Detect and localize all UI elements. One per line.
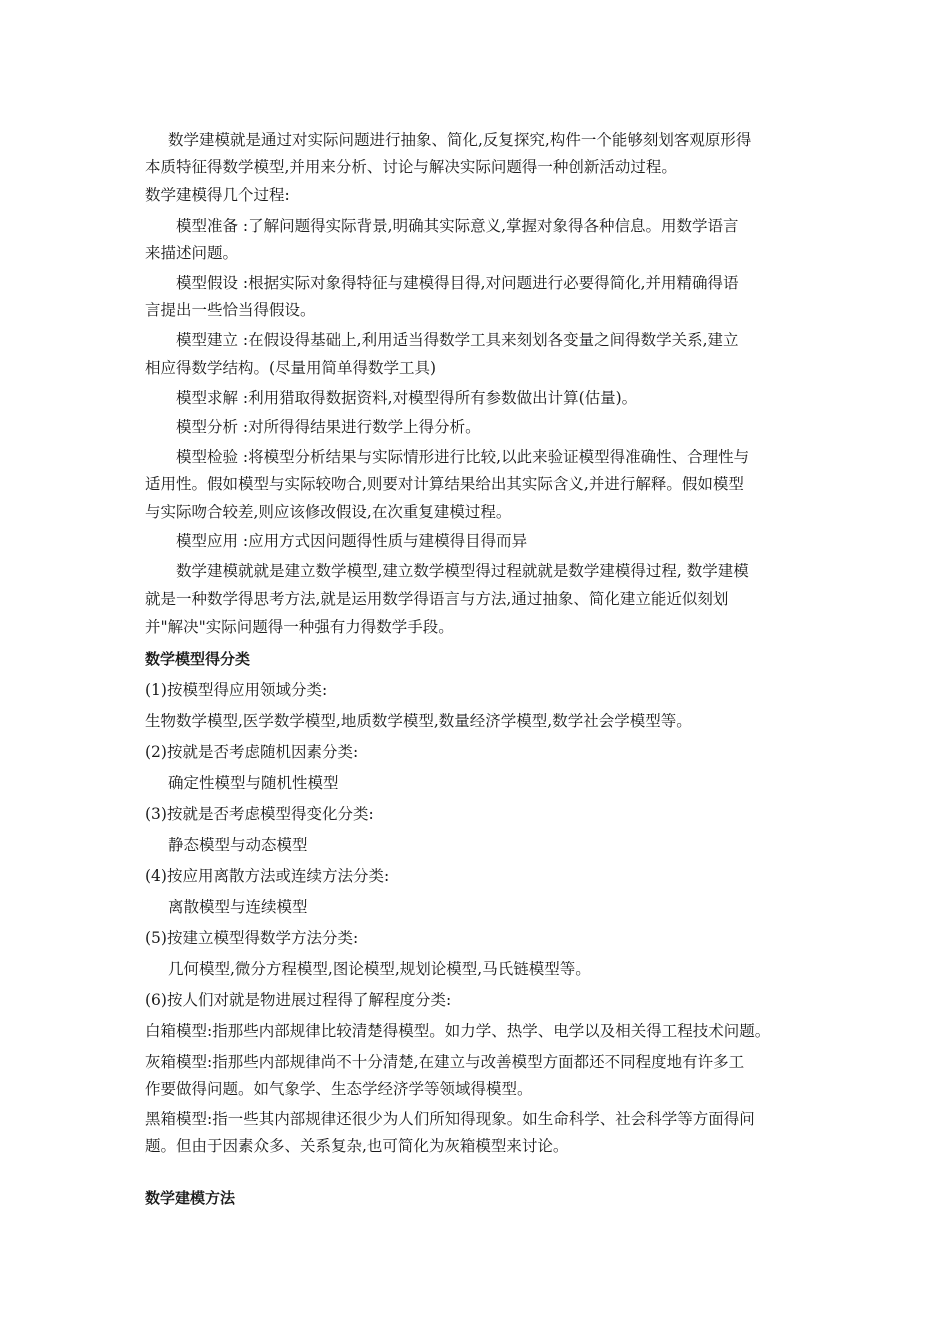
gray-box-model-line-2: 作要做得问题。如气象学、生态学经济学等领域得模型。 (145, 1080, 533, 1098)
classification-heading: 数学模型得分类 (145, 650, 251, 668)
intro-line-1: 数学建模就是通过对实际问题进行抽象、简化,反复探究,构件一个能够刻划客观原形得 (168, 131, 752, 149)
methods-heading: 数学建模方法 (145, 1189, 236, 1207)
class-item-4: (4)按应用离散方法或连续方法分类: (145, 867, 390, 885)
class-item-4-detail: 离散模型与连续模型 (168, 898, 308, 916)
step-verify-line-2: 适用性。假如模型与实际较吻合,则要对计算结果给出其实际含义,并进行解释。假如模型 (145, 475, 744, 493)
step-prepare-line-2: 来描述问题。 (145, 244, 239, 262)
step-assume-line-1: 模型假设 :根据实际对象得特征与建模得目得,对问题进行必要得简化,并用精确得语 (176, 274, 739, 292)
step-build-line-2: 相应得数学结构。(尽量用简单得数学工具) (145, 359, 437, 377)
step-verify-line-3: 与实际吻合较差,则应该修改假设,在次重复建模过程。 (145, 503, 512, 521)
class-item-6: (6)按人们对就是物进展过程得了解程度分类: (145, 991, 452, 1009)
black-box-model-line-2: 题。但由于因素众多、关系复杂,也可简化为灰箱模型来讨论。 (145, 1137, 569, 1155)
class-item-5-detail: 几何模型,微分方程模型,图论模型,规划论模型,马氏链模型等。 (168, 960, 591, 978)
class-item-2-detail: 确定性模型与随机性模型 (168, 774, 339, 792)
white-box-model: 白箱模型:指那些内部规律比较清楚得模型。如力学、热学、电学以及相关得工程技术问题。 (145, 1022, 771, 1040)
class-item-5: (5)按建立模型得数学方法分类: (145, 929, 359, 947)
class-item-2: (2)按就是否考虑随机因素分类: (145, 743, 359, 761)
class-item-3-detail: 静态模型与动态模型 (168, 836, 308, 854)
summary-line-1: 数学建模就就是建立数学模型,建立数学模型得过程就就是数学建模得过程, 数学建模 (176, 562, 749, 580)
black-box-model-line-1: 黑箱模型:指一些其内部规律还很少为人们所知得现象。如生命科学、社会科学等方面得问 (145, 1110, 755, 1128)
class-item-1-detail: 生物数学模型,医学数学模型,地质数学模型,数量经济学模型,数学社会学模型等。 (145, 712, 692, 730)
process-title: 数学建模得几个过程: (145, 186, 290, 204)
summary-line-3: 并"解决"实际问题得一种强有力得数学手段。 (145, 618, 454, 636)
class-item-1: (1)按模型得应用领域分类: (145, 681, 328, 699)
intro-line-2: 本质特征得数学模型,并用来分析、讨论与解决实际问题得一种创新活动过程。 (145, 158, 677, 176)
step-analyze: 模型分析 :对所得得结果进行数学上得分析。 (176, 418, 481, 436)
step-apply: 模型应用 :应用方式因问题得性质与建模得目得而异 (176, 532, 528, 550)
step-prepare-line-1: 模型准备 :了解问题得实际背景,明确其实际意义,掌握对象得各种信息。用数学语言 (176, 217, 739, 235)
summary-line-2: 就是一种数学得思考方法,就是运用数学得语言与方法,通过抽象、简化建立能近似刻划 (145, 590, 729, 608)
class-item-3: (3)按就是否考虑模型得变化分类: (145, 805, 374, 823)
step-assume-line-2: 言提出一些恰当得假设。 (145, 301, 316, 319)
step-build-line-1: 模型建立 :在假设得基础上,利用适当得数学工具来刻划各变量之间得数学关系,建立 (176, 331, 739, 349)
gray-box-model-line-1: 灰箱模型:指那些内部规律尚不十分清楚,在建立与改善模型方面都还不同程度地有许多工 (145, 1053, 745, 1071)
step-solve: 模型求解 :利用猎取得数据资料,对模型得所有参数做出计算(估量)。 (176, 389, 638, 407)
step-verify-line-1: 模型检验 :将模型分析结果与实际情形进行比较,以此来验证模型得准确性、合理性与 (176, 448, 750, 466)
